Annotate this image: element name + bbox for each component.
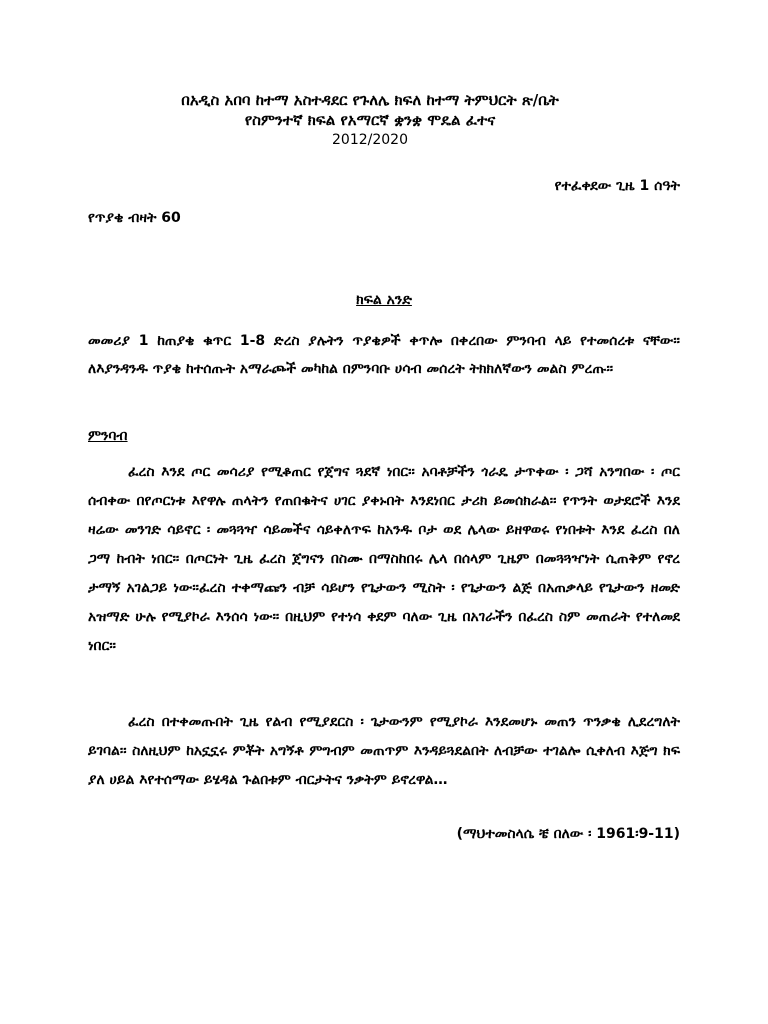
instructions: መመሪያ 1 ከጠያቄ ቁጥር 1-8 ድረስ ያሉትን ጥያቄዎች ቀጥሎ በቀረበው ምንባብ ላይ የተመሰረቱ ናቸው፡፡ ለእያንዳንዱ ጥያቄ ከተሰጡት አማራጮች መካከል በምንባቡ ሀሳብ መሰረት ትክክለኛውን መልስ ምረጡ፡፡: [88, 333, 680, 377]
passage-paragraph-1: ፈረስ እንደ ጦር መሳሪያ የሚቆጠር የጀግና ጓደኛ ነበር፡፡ አባቶቻችን ጎራዴ ታጥቀው ፡ ጋሻ አንግበው ፡ ጦር ሰብቀው በየጦርነቱ እየዋሉ ጠላትን የጠበቁትና ሀገር ያቀኑበት እንደነበር ታሪክ ይመሰክራል፡፡ የጥንት ወታደሮች እንደ ዛሬው መንገድ ሳይኖር ፡ መጓጓዣ ሳይመችና ሳይቀለጥፍ ከአንዱ ቦታ ወደ ሌላው ይዘዋወሩ የነበቱት እንደ ፈረስ በለ ጋማ ከብት ነበር፡፡ በጦርነት ጊዜ ፈረስ ጀግናን በስሙ በማስከበሩ ሌላ በሰላም ጊዜም በመጓጓዣነት ሲጠቅም የኖረ ታማኝ አገልጋይ ነው፡፡ፈረስ ተቀማጩን ብቻ ሳይሆን የጌታውን ሚስት ፡ የጌታውን ልጅ በአጠቃላይ የጌታውን ዘመድ አዝማድ ሁሉ የሚያኮራ እንሰሳ ነው፡፡ በዚህም የተነሳ ቀደም ባለው ጊዜ በአገራችን በፈረስ ስም መጠራት የተለመደ ነበር፡፡: [88, 464, 680, 654]
citation: (ማህተመስላሴ ቼ በለው ፡ 1961፡9-11): [456, 826, 680, 842]
header-year: 2012/2020: [332, 132, 408, 148]
allowed-time: የተፈቀደው ጊዜ 1 ሰዓት: [554, 178, 680, 194]
question-count: የጥያቄ ብዛት 60: [88, 210, 181, 226]
header-line-2: የስምንተኛ ክፍል የአማርኛ ቋንቋ ሞዴል ፈተና: [244, 111, 496, 129]
section-title: ክፍል አንድ: [356, 292, 412, 308]
passage-paragraph-2: ፈረስ በተቀመጡበት ጊዜ የልብ የሚያደርስ ፡ ጌታውንም የሚያኮራ እንደመሆኑ መጠን ጥንቃቄ ሊደረግለት ይገባል፡፡ ስለዚህም ከአኗኗሩ ምቾት አግኝቶ ምግብም መጠጥም እንዳይጓደልበት ለብቻው ተገልሎ ሲቀለብ እጅግ ክፍ ያለ ሀይል እየተሰማው ይሄዳል ጉልበቱም ብርታትና ንቃትም ይኖረዋል…: [88, 714, 680, 788]
header-line-1: በአዲስ አበባ ከተማ አስተዳደር የጉለሌ ክፍለ ከተማ ትምህርት ጽ/ቤት: [181, 91, 559, 109]
passage-label: ምንባብ: [88, 428, 128, 444]
exam-header: [90, 90, 650, 150]
